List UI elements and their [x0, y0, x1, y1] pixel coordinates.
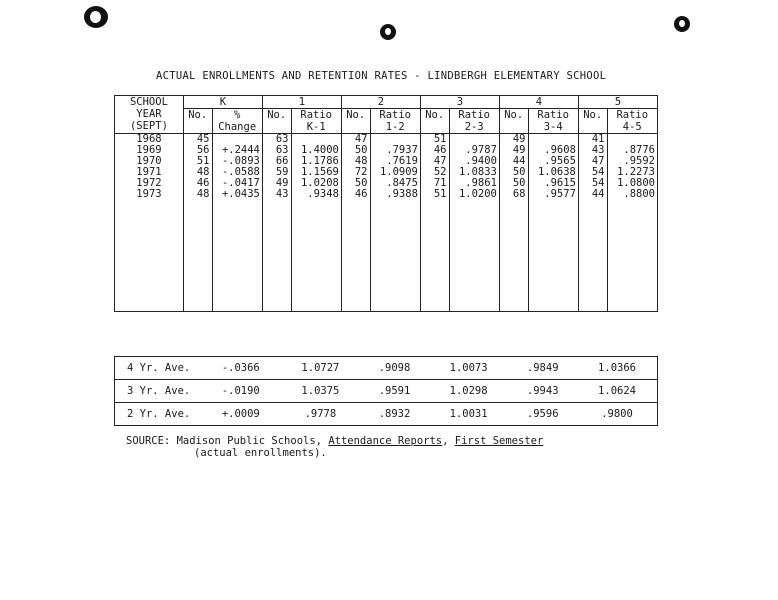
average-value: .9596: [508, 403, 577, 426]
table-cell: .7619: [386, 155, 418, 167]
average-value: 1.0727: [281, 357, 361, 380]
table-cell: 1.1569: [300, 166, 339, 178]
page-title: ACTUAL ENROLLMENTS AND RETENTION RATES - LINDBERGH ELEMENTARY SCHOOL: [156, 70, 607, 82]
table-cell: 1.0638: [537, 166, 576, 178]
table-cell: .9861: [465, 177, 497, 189]
k-change-column: [212, 134, 262, 312]
table-cell: 46: [196, 177, 210, 189]
table-cell: 49: [512, 144, 526, 156]
source-prefix: SOURCE:: [126, 435, 171, 447]
table-cell: 66: [275, 155, 289, 167]
table-cell: -.0417: [221, 177, 260, 189]
table-cell: .9615: [544, 177, 576, 189]
table-cell: .9787: [465, 144, 497, 156]
g1-no-column: [262, 134, 291, 312]
table-cell: 56: [196, 144, 210, 156]
no-header: No.: [183, 109, 212, 134]
table-cell: .8800: [623, 188, 655, 200]
no-header: No.: [341, 109, 370, 134]
punch-hole-right: [674, 16, 690, 32]
grade-2-header: 2: [341, 96, 420, 109]
table-cell: .9577: [544, 188, 576, 200]
table-cell: 47: [354, 133, 368, 145]
table-cell: 51: [433, 188, 447, 200]
ratio-header: Ratio 3-4: [528, 109, 578, 134]
table-cell: .7937: [386, 144, 418, 156]
g4-ratio-column: [528, 134, 578, 312]
average-value: .9098: [360, 357, 429, 380]
g3-ratio-column: [449, 134, 499, 312]
table-cell: 51: [196, 155, 210, 167]
table-cell: 43: [275, 188, 289, 200]
table-cell: 1.0208: [300, 177, 339, 189]
average-value: .9778: [281, 403, 361, 426]
grade-k-header: K: [183, 96, 262, 109]
table-cell: 1969: [136, 144, 162, 156]
grade-1-header: 1: [262, 96, 341, 109]
g5-ratio-column: [607, 134, 658, 312]
table-cell: 63: [275, 144, 289, 156]
table-cell: 63: [275, 133, 289, 145]
table-cell: .9608: [544, 144, 576, 156]
table-cell: 48: [196, 166, 210, 178]
ratio-header: Ratio K-1: [291, 109, 341, 134]
source-text: Madison Public Schools,: [176, 435, 322, 447]
table-cell: .9565: [544, 155, 576, 167]
table-cell: .9592: [623, 155, 655, 167]
table-cell: 1971: [136, 166, 162, 178]
table-cell: 1972: [136, 177, 162, 189]
table-cell: 47: [433, 155, 447, 167]
table-cell: 1973: [136, 188, 162, 200]
table-cell: 48: [196, 188, 210, 200]
table-cell: 50: [512, 177, 526, 189]
table-cell: 49: [512, 133, 526, 145]
table-cell: 43: [591, 144, 605, 156]
average-label: 3 Yr. Ave.: [115, 380, 202, 403]
table-cell: .9388: [386, 188, 418, 200]
table-cell: 1.0909: [379, 166, 418, 178]
table-cell: 49: [275, 177, 289, 189]
average-value: 1.0375: [281, 380, 361, 403]
g2-ratio-column: [370, 134, 420, 312]
change-header: % Change: [212, 109, 262, 134]
no-header: No.: [578, 109, 607, 134]
table-cell: 72: [354, 166, 368, 178]
table-cell: 1.0800: [617, 177, 655, 189]
average-value: -.0366: [201, 357, 281, 380]
table-cell: 45: [196, 133, 210, 145]
no-header: No.: [499, 109, 528, 134]
table-cell: 50: [354, 144, 368, 156]
table-cell: 1.0200: [458, 188, 497, 200]
average-value: .8932: [360, 403, 429, 426]
source-first-semester: First Semester: [454, 435, 544, 447]
table-cell: +.2444: [221, 144, 260, 156]
k-no-column: [183, 134, 212, 312]
grade-3-header: 3: [420, 96, 499, 109]
table-cell: 71: [433, 177, 447, 189]
table-cell: 44: [591, 188, 605, 200]
ratio-header: Ratio 2-3: [449, 109, 499, 134]
table-cell: 59: [275, 166, 289, 178]
table-cell: .9348: [307, 188, 339, 200]
table-cell: 1968: [136, 133, 162, 145]
grade-5-header: 5: [578, 96, 657, 109]
average-row: [115, 357, 658, 380]
average-value: -.0190: [201, 380, 281, 403]
table-cell: 46: [433, 144, 447, 156]
table-cell: 44: [512, 155, 526, 167]
g1-ratio-column: [291, 134, 341, 312]
ratio-header: Ratio 4-5: [607, 109, 658, 134]
grade-header-row: [115, 96, 658, 109]
average-value: 1.0031: [429, 403, 509, 426]
table-cell: 1.4000: [300, 144, 339, 156]
g3-no-column: [420, 134, 449, 312]
average-row: [115, 403, 658, 426]
table-cell: .8776: [623, 144, 655, 156]
average-label: 4 Yr. Ave.: [115, 357, 202, 380]
table-cell: 47: [591, 155, 605, 167]
average-value: .9943: [508, 380, 577, 403]
g4-no-column: [499, 134, 528, 312]
no-header: No.: [420, 109, 449, 134]
table-cell: 52: [433, 166, 447, 178]
table-cell: 54: [591, 177, 605, 189]
table-cell: 48: [354, 155, 368, 167]
average-value: .9591: [360, 380, 429, 403]
no-header: No.: [262, 109, 291, 134]
table-cell: 50: [354, 177, 368, 189]
table-cell: +.0435: [221, 188, 260, 200]
average-row: [115, 380, 658, 403]
table-cell: 46: [354, 188, 368, 200]
average-value: .9800: [577, 403, 657, 426]
table-cell: 54: [591, 166, 605, 178]
source-note: SOURCE: Madison Public Schools, Attendance Reports, First Semester (actual enrollments).: [126, 435, 544, 459]
average-value: .9849: [508, 357, 577, 380]
table-cell: .9400: [465, 155, 497, 167]
source-line-2: (actual enrollments).: [194, 447, 327, 459]
punch-hole-left: [84, 6, 108, 28]
g5-no-column: [578, 134, 607, 312]
averages-table: [114, 356, 658, 426]
ratio-header: Ratio 1-2: [370, 109, 420, 134]
table-cell: -.0893: [221, 155, 260, 167]
table-cell: 50: [512, 166, 526, 178]
table-cell: 1.0833: [458, 166, 497, 178]
average-value: +.0009: [201, 403, 281, 426]
table-cell: 1970: [136, 155, 162, 167]
source-attendance-reports: Attendance Reports: [328, 435, 443, 447]
table-cell: 68: [512, 188, 526, 200]
year-column: [115, 134, 184, 312]
table-cell: 1.2273: [617, 166, 655, 178]
table-cell: .8475: [386, 177, 418, 189]
data-body-row: [115, 134, 658, 312]
year-header: SCHOOL YEAR (SEPT): [115, 96, 184, 134]
table-cell: 41: [591, 133, 605, 145]
average-value: 1.0073: [429, 357, 509, 380]
average-value: 1.0366: [577, 357, 657, 380]
grade-4-header: 4: [499, 96, 578, 109]
average-value: 1.0298: [429, 380, 509, 403]
average-value: 1.0624: [577, 380, 657, 403]
enrollment-table: [114, 95, 658, 312]
g2-no-column: [341, 134, 370, 312]
table-cell: 1.1786: [300, 155, 339, 167]
table-cell: 51: [433, 133, 447, 145]
average-label: 2 Yr. Ave.: [115, 403, 202, 426]
table-cell: -.0588: [221, 166, 260, 178]
sub-header-row: [115, 109, 658, 134]
punch-hole-center: [380, 24, 396, 40]
